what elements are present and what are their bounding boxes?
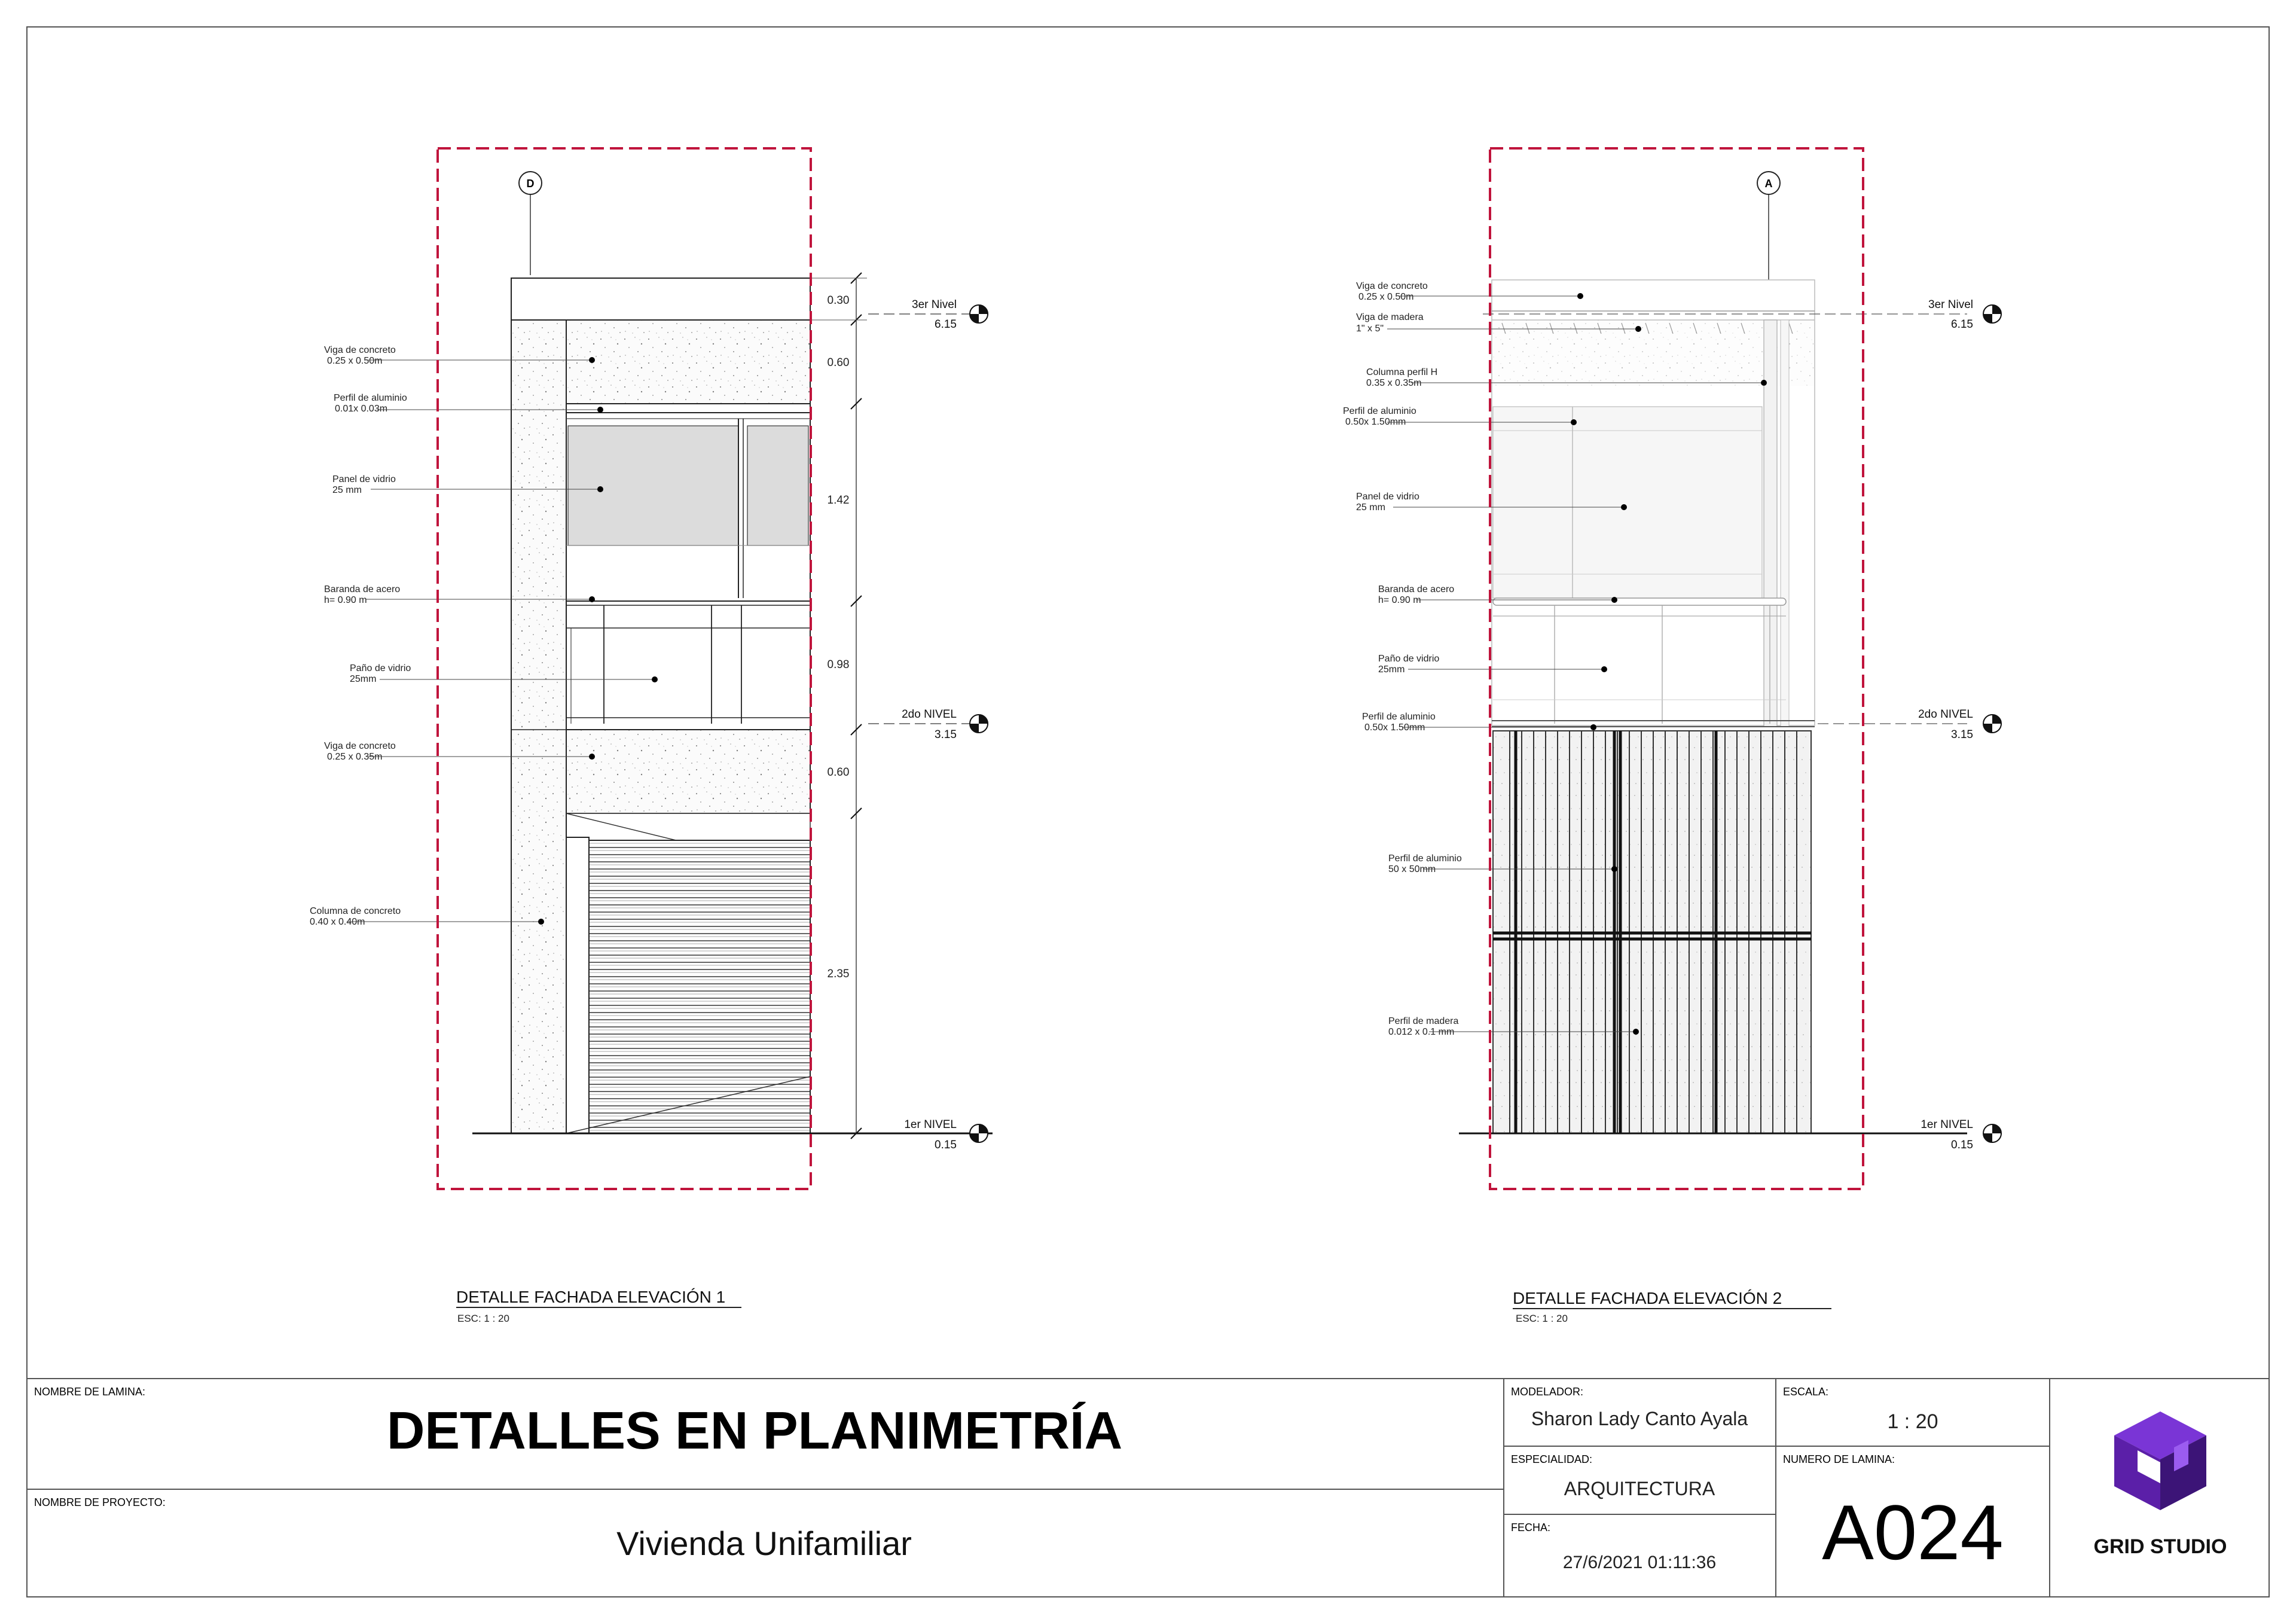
sheet-name: DETALLES EN PLANIMETRÍA xyxy=(386,1401,1123,1460)
level-name: 3er Nivel xyxy=(1928,298,1973,311)
svg-text:0.25 x 0.50m: 0.25 x 0.50m xyxy=(1358,292,1414,302)
concrete-column xyxy=(511,320,566,1133)
svg-text:Perfil de madera: Perfil de madera xyxy=(1388,1016,1459,1026)
svg-text:h= 0.90 m: h= 0.90 m xyxy=(1378,595,1421,605)
svg-text:0.012 x 0.1 mm: 0.012 x 0.1 mm xyxy=(1388,1027,1455,1037)
svg-text:25 mm: 25 mm xyxy=(1356,502,1385,513)
svg-text:Perfil de aluminio: Perfil de aluminio xyxy=(1362,712,1436,722)
svg-text:Perfil de aluminio: Perfil de aluminio xyxy=(334,393,407,403)
level-name: 2do NIVEL xyxy=(1918,708,1973,721)
sheet-border xyxy=(27,27,2269,1597)
level-marker-2 xyxy=(868,708,993,741)
svg-text:Panel de vidrio: Panel de vidrio xyxy=(332,474,396,484)
date-label: FECHA: xyxy=(1511,1522,1551,1533)
level-marker-1 xyxy=(904,1118,988,1151)
svg-text:0.01x 0.03m: 0.01x 0.03m xyxy=(335,404,388,414)
svg-text:Viga de concreto: Viga de concreto xyxy=(324,345,396,355)
roof-slab xyxy=(511,278,810,320)
svg-text:25mm: 25mm xyxy=(1378,664,1405,675)
svg-text:Viga de concreto: Viga de concreto xyxy=(1356,281,1428,291)
sheet-number: A024 xyxy=(1822,1489,2004,1576)
level-value: 6.15 xyxy=(1951,318,1973,331)
svg-text:0.25 x 0.50m: 0.25 x 0.50m xyxy=(327,356,383,366)
glass-pane xyxy=(568,426,738,545)
svg-text:Paño de vidrio: Paño de vidrio xyxy=(1378,654,1440,664)
svg-text:0.25 x 0.35m: 0.25 x 0.35m xyxy=(327,752,383,762)
svg-text:25mm: 25mm xyxy=(350,674,377,684)
sheet-number-label: NUMERO DE LAMINA: xyxy=(1783,1453,1895,1465)
dimension-text: 2.35 xyxy=(827,968,850,980)
specialty-label: ESPECIALIDAD: xyxy=(1511,1453,1593,1465)
view-title: DETALLE FACHADA ELEVACIÓN 1 xyxy=(456,1288,726,1306)
svg-text:50 x 50mm: 50 x 50mm xyxy=(1388,864,1436,874)
level-value: 0.15 xyxy=(1951,1139,1973,1151)
steel-railing xyxy=(566,601,810,730)
svg-text:h= 0.90 m: h= 0.90 m xyxy=(324,595,367,605)
svg-text:0.40 x 0.40m: 0.40 x 0.40m xyxy=(310,917,365,927)
specialty: ARQUITECTURA xyxy=(1564,1478,1715,1499)
svg-text:0.35 x 0.35m: 0.35 x 0.35m xyxy=(1366,378,1422,388)
glass-panel-zone xyxy=(1493,407,1762,598)
svg-text:Panel de vidrio: Panel de vidrio xyxy=(1356,492,1419,502)
level-name: 1er NIVEL xyxy=(1921,1118,1973,1131)
level-value: 3.15 xyxy=(935,728,957,741)
project-name: Vivienda Unifamiliar xyxy=(616,1525,912,1562)
view-title: DETALLE FACHADA ELEVACIÓN 2 xyxy=(1513,1289,1782,1307)
modeler-label: MODELADOR: xyxy=(1511,1386,1584,1398)
svg-text:0.50x 1.50mm: 0.50x 1.50mm xyxy=(1345,417,1406,427)
level-name: 2do NIVEL xyxy=(902,708,957,721)
svg-text:25 mm: 25 mm xyxy=(332,485,362,495)
svg-text:Perfil de aluminio: Perfil de aluminio xyxy=(1343,406,1416,416)
level-name: 1er NIVEL xyxy=(904,1118,957,1131)
svg-text:Paño de vidrio: Paño de vidrio xyxy=(350,663,411,673)
grid-studio-logo xyxy=(2094,1411,2227,1558)
steel-railing xyxy=(1493,598,1786,605)
title-block xyxy=(27,1379,2269,1597)
garage-shutter xyxy=(589,840,810,1133)
dimension-text: 0.98 xyxy=(827,658,850,671)
svg-text:0.50x 1.50mm: 0.50x 1.50mm xyxy=(1364,722,1425,733)
grid-axis-label: D xyxy=(526,178,535,190)
scale-label: ESCALA: xyxy=(1783,1386,1829,1398)
svg-text:Viga de madera: Viga de madera xyxy=(1356,312,1424,322)
svg-text:1" x 5": 1" x 5" xyxy=(1356,324,1384,334)
svg-text:Columna perfil H: Columna perfil H xyxy=(1366,367,1438,377)
dimension-text: 1.42 xyxy=(827,494,850,507)
level-marker-3 xyxy=(868,298,993,331)
level-value: 3.15 xyxy=(1951,728,1973,741)
level-marker-1 xyxy=(1921,1118,2001,1151)
svg-text:Columna de concreto: Columna de concreto xyxy=(310,906,401,916)
sheet-name-label: NOMBRE DE LAMINA: xyxy=(34,1386,146,1398)
elevation-1 xyxy=(310,148,993,1324)
annotation xyxy=(310,906,544,927)
level-name: 3er Nivel xyxy=(912,298,957,311)
level-marker-2 xyxy=(1818,708,2001,741)
dimension-chain xyxy=(810,273,867,1139)
view-scale: ESC: 1 : 20 xyxy=(457,1313,509,1324)
dimension-text: 0.60 xyxy=(827,356,850,369)
svg-text:Perfil de aluminio: Perfil de aluminio xyxy=(1388,853,1462,864)
project-name-label: NOMBRE DE PROYECTO: xyxy=(34,1496,166,1508)
concrete-beam-top xyxy=(566,320,810,404)
svg-text:Baranda de acero: Baranda de acero xyxy=(324,584,401,594)
dimension-text: 0.30 xyxy=(827,294,850,307)
level-value: 6.15 xyxy=(935,318,957,331)
grid-axis-label: A xyxy=(1764,178,1773,190)
brand-name: GRID STUDIO xyxy=(2093,1535,2227,1558)
elevation-2 xyxy=(1343,148,2001,1324)
scale: 1 : 20 xyxy=(1887,1410,1938,1433)
modeler-name: Sharon Lady Canto Ayala xyxy=(1531,1408,1748,1429)
level-value: 0.15 xyxy=(935,1139,957,1151)
concrete-beam-mid xyxy=(566,730,810,813)
svg-text:Viga de concreto: Viga de concreto xyxy=(324,741,396,751)
dimension-text: 0.60 xyxy=(827,766,850,779)
date: 27/6/2021 01:11:36 xyxy=(1562,1553,1717,1572)
svg-text:Baranda de acero: Baranda de acero xyxy=(1378,584,1455,594)
view-scale: ESC: 1 : 20 xyxy=(1516,1313,1568,1324)
